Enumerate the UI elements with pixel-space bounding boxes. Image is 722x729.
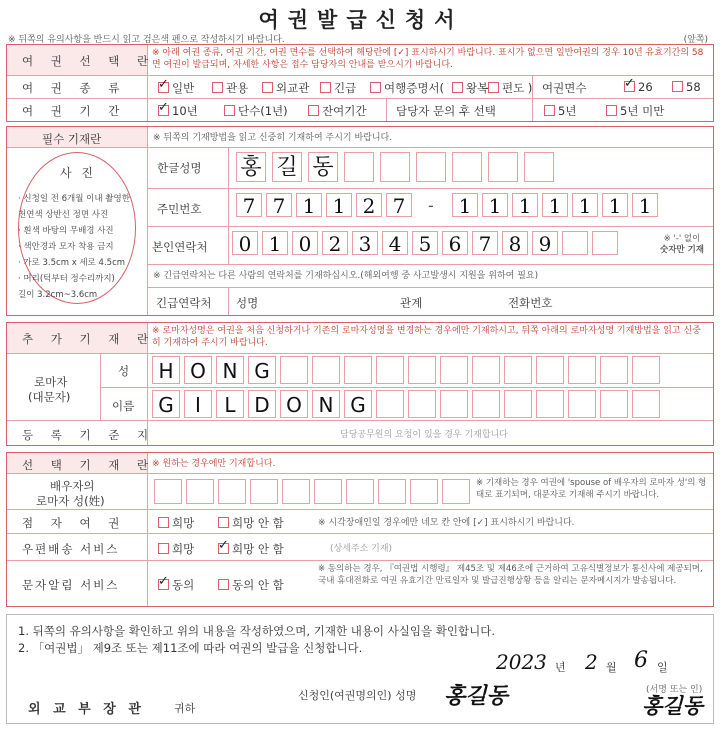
passport-select-note: ※ 아래 여권 종류, 여권 기간, 여권 면수를 선택하여 해당란에 [✓] 표시하시기 바랍니다. 표시가 없으면 일반여권의 경우 10년 유효기간의 58면 여권이 발급되며, 자세한 사항은 접수 담당자의 안내를 받으시기 바랍니다. (152, 48, 704, 70)
spouse-char-cell[interactable] (346, 479, 374, 504)
rrn-digit-cell[interactable]: 1 (632, 193, 658, 217)
given-char-cell[interactable]: I (184, 390, 212, 418)
emergency-note: ※ 긴급연락처는 다른 사람의 연락처를 기재하십시오.(해외여행 중 사고발생시 지원을 위하여 필요) (153, 271, 539, 281)
name-char-cell[interactable]: 동 (308, 152, 338, 182)
spouse-label: 배우자의 (50, 479, 95, 493)
given-char-cell[interactable]: L (216, 390, 244, 418)
registry-label: 등 록 기 준 지 (22, 428, 156, 442)
given-char-cell[interactable] (600, 390, 628, 418)
surname-char-cell[interactable]: G (248, 356, 276, 384)
sign-label: (서명 또는 인) (646, 685, 703, 695)
phone-digit-cell[interactable]: 2 (322, 231, 348, 255)
date-month[interactable]: 2 (585, 650, 598, 674)
additional-header: 추 가 기 재 란 (22, 332, 156, 346)
type-option-official[interactable]: 관용 (212, 80, 248, 96)
period-option-10y[interactable]: ✓ 10년 (158, 100, 198, 118)
surname-char-cell[interactable] (440, 356, 468, 384)
check-mark-icon: ✓ (624, 76, 635, 91)
phone-digit-cell[interactable]: 9 (532, 231, 558, 255)
name-char-cell[interactable] (488, 152, 518, 182)
declaration-line-1: 1. 뒤쪽의 유의사항을 확인하고 위의 내용을 작성하였으며, 기재한 내용이 사실임을 확인합니다. (18, 624, 495, 638)
given-char-cell[interactable] (472, 390, 500, 418)
type-option-one-way[interactable]: 편도 ) (488, 80, 532, 96)
given-char-cell[interactable] (440, 390, 468, 418)
rrn-digit-cell[interactable]: 1 (482, 193, 508, 217)
given-char-cell[interactable]: O (280, 390, 308, 418)
spouse-char-cell[interactable] (186, 479, 214, 504)
recipient-label: 외 교 부 장 관 (28, 702, 145, 717)
optional-note: ※ 원하는 경우에만 기재합니다. (152, 459, 276, 469)
surname-char-cell[interactable] (376, 356, 404, 384)
delivery-option-no[interactable]: ✓ 희망 안 함 (218, 538, 284, 556)
braille-note: ※ 시각장애인일 경우에만 네모 칸 안에 [✓] 표시하시기 바랍니다. (318, 518, 575, 528)
spouse-surname-cells[interactable] (154, 479, 470, 504)
registry-hint[interactable]: 담당공무원의 요청이 있을 경우 기재합니다 (340, 430, 508, 440)
delivery-option-yes[interactable]: 희망 (158, 541, 194, 557)
rrn-digit-cell[interactable]: 1 (512, 193, 538, 217)
rrn-digit-cell[interactable]: 1 (326, 193, 352, 217)
sms-option-agree[interactable]: ✓ 동의 (158, 574, 195, 592)
form-subtitle: ※ 뒤쪽의 유의사항을 반드시 읽고 검은색 펜으로 작성하시기 바랍니다. (8, 35, 285, 45)
phone-digit-cell[interactable]: 8 (502, 231, 528, 255)
type-option-travel-cert[interactable]: 여행증명서( (370, 80, 444, 96)
rrn-digit-cell[interactable]: 7 (236, 193, 262, 217)
sms-note: ※ 동의하는 경우, 『여권법 시행령』 제45조 및 제46조에 근거하여 고유식별정보가 통신사에 제공되며, 국내 휴대전화로 여권 유효기간 만료일자 및 발급진행상황 등을 알리는 문자메시지가 발송됩니다. (318, 564, 703, 586)
spouse-char-cell[interactable] (442, 479, 470, 504)
rrn-digit-cell[interactable]: 7 (386, 193, 412, 217)
rrn-digit-cell[interactable]: 1 (542, 193, 568, 217)
recipient-suffix: 귀하 (174, 702, 196, 715)
given-char-cell[interactable] (376, 390, 404, 418)
rrn-digit-cell[interactable]: 2 (356, 193, 382, 217)
year-unit: 년 (555, 661, 566, 674)
given-char-cell[interactable] (408, 390, 436, 418)
spouse-char-cell[interactable] (154, 479, 182, 504)
spouse-char-cell[interactable] (410, 479, 438, 504)
phone-digit-cell[interactable]: 0 (292, 231, 318, 255)
name-char-cell[interactable]: 홍 (236, 152, 266, 182)
sms-option-disagree[interactable]: 동의 안 함 (218, 577, 284, 593)
date-day[interactable]: 6 (634, 648, 648, 673)
page-side-note: (앞쪽) (683, 35, 708, 45)
braille-option-yes[interactable]: 희망 (158, 515, 194, 531)
pages-option-26[interactable]: ✓ 26 (624, 76, 653, 94)
emergency-name-field[interactable]: 성명 (236, 296, 259, 310)
spouse-char-cell[interactable] (314, 479, 342, 504)
delivery-address-hint[interactable]: (상세주소 기재) (330, 544, 393, 554)
given-char-cell[interactable] (504, 390, 532, 418)
spouse-char-cell[interactable] (378, 479, 406, 504)
surname-char-cell[interactable] (408, 356, 436, 384)
phone-digit-cell[interactable]: 3 (352, 231, 378, 255)
roman-label-uppercase: (대문자) (28, 390, 71, 404)
name-char-cell[interactable]: 길 (272, 152, 302, 182)
surname-cells[interactable] (152, 356, 660, 384)
given-char-cell[interactable]: N (312, 390, 340, 418)
date-year[interactable]: 2023 (496, 650, 547, 674)
given-char-cell[interactable] (536, 390, 564, 418)
check-mark-icon: ✓ (158, 77, 169, 92)
surname-char-cell[interactable] (312, 356, 340, 384)
given-char-cell[interactable]: D (248, 390, 276, 418)
type-option-round-trip[interactable]: 왕복 (452, 80, 488, 96)
given-char-cell[interactable]: G (344, 390, 372, 418)
period-option-remaining[interactable]: 잔여기간 (308, 103, 366, 119)
surname-char-cell[interactable] (504, 356, 532, 384)
name-char-cell[interactable] (380, 152, 410, 182)
korean-name-cells[interactable] (236, 152, 554, 182)
photo-title: 사 진 (60, 166, 96, 180)
optional-header: 선 택 기 재 란 (22, 458, 156, 472)
officer-option-5y[interactable]: 5년 (544, 103, 576, 119)
additional-note: ※ 로마자성명은 여권을 처음 신청하거나 기존의 로마자성명을 변경하는 경우에만 기재하시고, 뒤쪽 아래의 로마자성명 기재방법을 읽고 신중히 기재하여 주시기 바랍니다. (152, 326, 701, 348)
rrn-digit-cell[interactable]: 7 (266, 193, 292, 217)
rrn-digit-cell[interactable]: 1 (572, 193, 598, 217)
surname-label: 성 (118, 364, 130, 378)
surname-char-cell[interactable] (536, 356, 564, 384)
delivery-label: 우편배송 서비스 (22, 542, 120, 556)
korean-name-label: 한글성명 (157, 161, 202, 175)
surname-char-cell[interactable] (632, 356, 660, 384)
type-option-emergency[interactable]: 긴급 (320, 80, 356, 96)
applicant-label: 신청인(여권명의인) 성명 (298, 689, 417, 702)
phone-digit-cell[interactable]: 6 (442, 231, 468, 255)
rrn-digit-cell[interactable]: 1 (602, 193, 628, 217)
roman-label: 로마자 (34, 375, 68, 389)
passport-pages-label: 여권면수 (542, 81, 587, 95)
spouse-char-cell[interactable] (282, 479, 310, 504)
emergency-label: 긴급연락처 (156, 296, 212, 310)
form-title: 여권발급신청서 (258, 8, 464, 32)
phone-digit-cell[interactable]: 7 (472, 231, 498, 255)
month-unit: 월 (606, 661, 617, 674)
name-char-cell[interactable] (416, 152, 446, 182)
phone-digit-cell[interactable] (592, 231, 618, 255)
officer-option-under-5y[interactable]: 5년 미만 (606, 103, 664, 119)
phone-digit-cell[interactable] (562, 231, 588, 255)
check-mark-icon: ✓ (158, 100, 169, 115)
period-option-single[interactable]: 단수(1년) (224, 103, 288, 119)
name-char-cell[interactable] (452, 152, 482, 182)
rrn-front-cells[interactable] (236, 193, 412, 217)
day-unit: 일 (657, 661, 668, 674)
rrn-dash: - (428, 196, 434, 215)
phone-digit-cell[interactable]: 5 (412, 231, 438, 255)
spouse-note: ※ 기재하는 경우 여권에 'spouse of 배우자의 로마자 성'의 형태로 표기되며, 대문자로 기재해 주시기 바랍니다. (476, 478, 707, 500)
surname-char-cell[interactable] (568, 356, 596, 384)
applicant-name[interactable]: 홍길동 (444, 683, 508, 709)
emergency-relation-field[interactable]: 관계 (400, 296, 423, 310)
surname-char-cell[interactable]: H (152, 356, 180, 384)
given-char-cell[interactable] (568, 390, 596, 418)
surname-char-cell[interactable] (344, 356, 372, 384)
surname-char-cell[interactable] (472, 356, 500, 384)
sms-label: 문자알림 서비스 (22, 578, 120, 592)
surname-char-cell[interactable]: N (216, 356, 244, 384)
phone-cells[interactable] (232, 231, 618, 255)
phone-digit-cell[interactable]: 0 (232, 231, 258, 255)
phone-digit-cell[interactable]: 4 (382, 231, 408, 255)
type-option-diplomatic[interactable]: 외교관 (262, 80, 309, 96)
name-char-cell[interactable] (524, 152, 554, 182)
name-char-cell[interactable] (344, 152, 374, 182)
braille-label: 점 자 여 권 (22, 516, 127, 530)
pages-option-58[interactable]: 58 (672, 80, 701, 94)
rrn-label: 주민번호 (157, 202, 202, 216)
surname-char-cell[interactable] (280, 356, 308, 384)
given-char-cell[interactable]: G (152, 390, 180, 418)
rrn-digit-cell[interactable]: 1 (296, 193, 322, 217)
given-name-cells[interactable] (152, 390, 660, 418)
passport-type-label: 여 권 종 류 (22, 81, 127, 95)
braille-option-no[interactable]: 희망 안 함 (218, 515, 284, 531)
rrn-back-cells[interactable] (452, 193, 658, 217)
phone-hint: ※ '-' 없이 숫자만 기재 (660, 234, 705, 255)
required-note: ※ 뒤쪽의 기재방법을 읽고 신중히 기재하여 주시기 바랍니다. (153, 133, 393, 143)
passport-period-label: 여 권 기 간 (22, 104, 127, 118)
check-mark-icon: ✓ (218, 538, 229, 553)
spouse-label-2: 로마자 성(姓) (36, 494, 105, 508)
given-char-cell[interactable] (632, 390, 660, 418)
surname-char-cell[interactable]: O (184, 356, 212, 384)
rrn-digit-cell[interactable]: 1 (452, 193, 478, 217)
applicant-signature[interactable]: 홍길동 (642, 693, 703, 718)
spouse-char-cell[interactable] (250, 479, 278, 504)
phone-digit-cell[interactable]: 1 (262, 231, 288, 255)
required-header: 필수 기재란 (42, 132, 102, 146)
type-option-general[interactable]: ✓ 일반 (158, 77, 195, 95)
given-name-label: 이름 (112, 399, 135, 413)
photo-instructions: · 신청일 전 6개월 이내 촬영한 천연색 상반신 정면 사진 · 흰색 바탕의 무배경 사진 · 색안경과 모자 착용 금지 · 가로 3.5cm x 세로 4.5cm · 머리(턱부터 정수리까지) 길이 3.2cm~3.6cm (18, 194, 130, 300)
passport-select-header: 여 권 선 택 란 (22, 54, 156, 68)
check-mark-icon: ✓ (158, 574, 169, 589)
surname-char-cell[interactable] (600, 356, 628, 384)
declaration-line-2: 2. 「여권법」 제9조 또는 제11조에 따라 여권의 발급을 신청합니다. (18, 641, 363, 655)
phone-label: 본인연락처 (152, 240, 208, 254)
spouse-char-cell[interactable] (218, 479, 246, 504)
emergency-phone-field[interactable]: 전화번호 (508, 296, 553, 310)
officer-select-label: 담당자 문의 후 선택 (396, 104, 496, 118)
